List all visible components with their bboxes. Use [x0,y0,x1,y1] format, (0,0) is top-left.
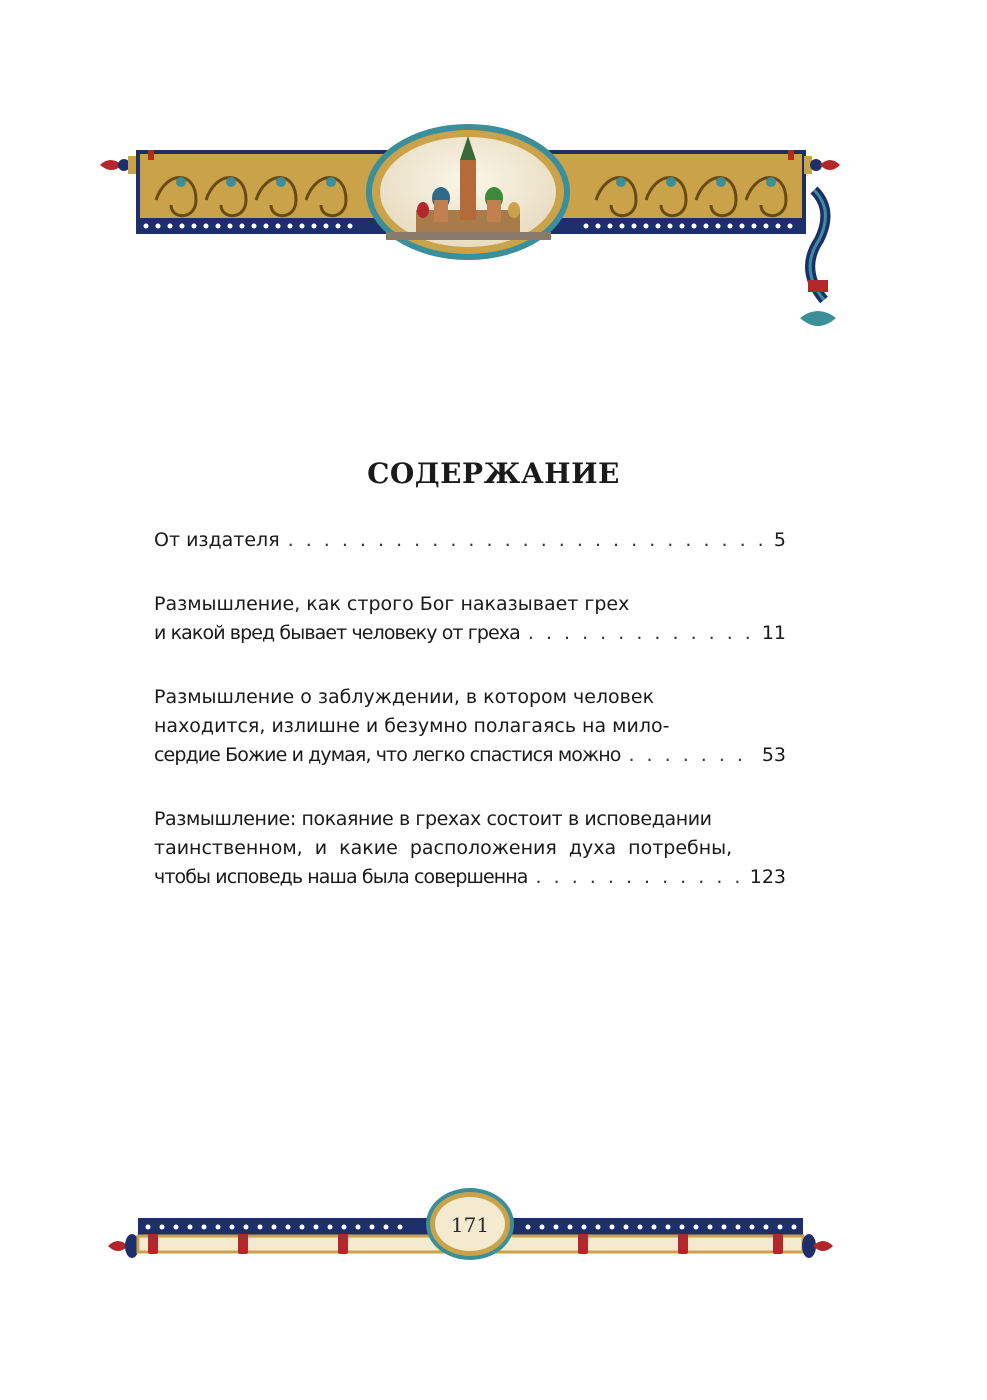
toc-page-number: 5 [773,529,786,551]
header-ornament [96,120,841,340]
toc-entry-line: Размышление, как строго Бог наказывает грех [154,593,630,615]
toc-page-number: 123 [749,866,786,888]
toc-entry[interactable] [154,805,786,892]
toc-entry-line: Размышление: покаяние в грехах состоит в исповедании [154,808,712,830]
toc-entry-line: Размышление о заблуждении, в котором человек [154,686,655,708]
leader-dots [288,526,766,555]
toc-page-number: 53 [761,744,786,766]
footer-ornament [108,1176,833,1276]
table-of-contents [154,526,786,927]
toc-entry-line: таинственном, и какие расположения духа потребны, [154,837,733,859]
toc-entry[interactable] [154,526,786,555]
toc-entry-text: и какой вред бывает человеку от греха [154,622,520,644]
toc-entry-text: чтобы исповедь наша была совершенна [154,866,528,888]
leader-dots [536,863,742,892]
left-finial-icon [108,1234,139,1258]
toc-entry[interactable] [154,590,786,648]
toc-entry-text: сердие Божие и думая, что легко спастися можно [154,744,621,766]
left-finial-icon [100,156,136,174]
page-number: 171 [450,1213,490,1237]
toc-entry[interactable] [154,683,786,770]
cathedral-medallion-icon [366,124,570,260]
leader-dots [528,619,754,648]
toc-page-number: 11 [761,622,786,644]
page-title: СОДЕРЖАНИЕ [367,456,620,490]
toc-entry-line: находится, излишне и безумно полагаясь на мило- [154,715,670,737]
right-finial-icon [802,1234,833,1258]
page-number-medallion [426,1188,514,1260]
leader-dots [628,741,753,770]
toc-entry-text: От издателя [154,529,280,551]
